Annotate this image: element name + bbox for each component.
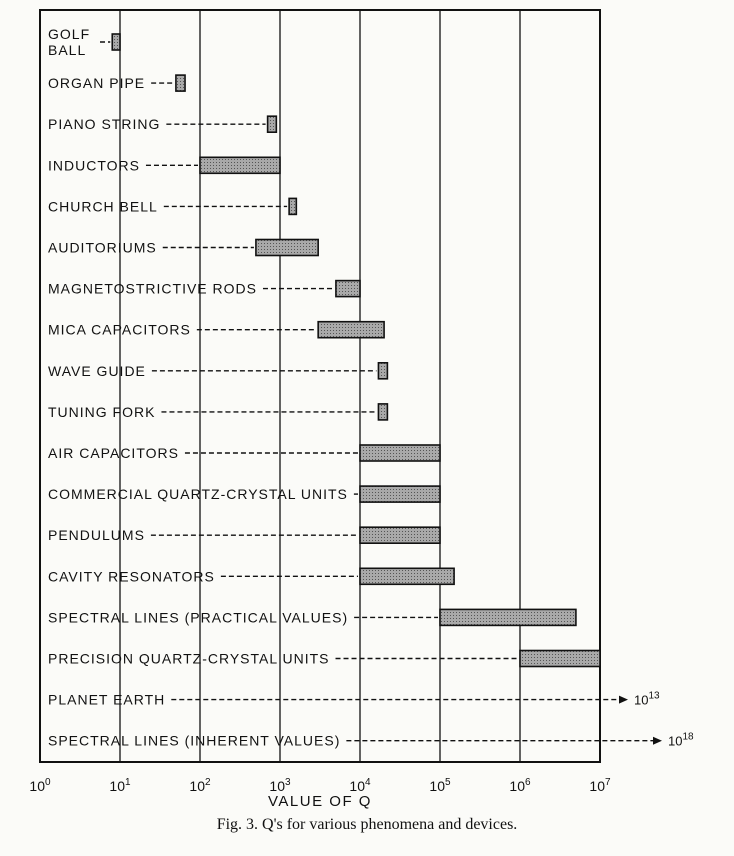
chart-row — [48, 651, 600, 667]
x-tick-label: $10^4$ — [349, 777, 371, 794]
chart-row — [48, 157, 280, 173]
range-bar — [520, 651, 600, 667]
range-bar — [360, 445, 440, 461]
chart-row — [48, 75, 185, 91]
chart-row — [48, 281, 360, 297]
chart-row — [48, 116, 276, 132]
range-bar — [336, 281, 360, 297]
range-bar — [378, 363, 387, 379]
x-tick-label: $10^0$ — [29, 777, 51, 794]
category-label: WAVE GUIDE — [48, 362, 146, 379]
x-tick-label: $10^7$ — [589, 777, 611, 794]
chart-row — [48, 691, 660, 708]
category-label: PRECISION QUARTZ-CRYSTAL UNITS — [48, 650, 330, 667]
arrow-head — [619, 696, 628, 704]
chart-row — [48, 404, 387, 420]
category-label: COMMERCIAL QUARTZ-CRYSTAL UNITS — [48, 486, 348, 503]
chart-row — [48, 445, 440, 461]
chart-row — [48, 609, 576, 625]
chart-row — [48, 26, 120, 58]
x-tick-label: $10^1$ — [109, 777, 131, 794]
off-scale-value: $10^{18}$ — [668, 731, 694, 749]
figure-caption: Fig. 3. Q's for various phenomena and devices. — [216, 816, 518, 833]
category-label: CAVITY RESONATORS — [48, 568, 215, 585]
chart-row — [48, 527, 440, 543]
x-tick-label: $10^3$ — [269, 777, 291, 794]
category-label: INDUCTORS — [48, 157, 140, 174]
range-bar — [268, 116, 277, 132]
range-bar — [318, 322, 384, 338]
x-axis-label: VALUE OF Q — [268, 793, 372, 810]
category-label: BALL — [48, 42, 87, 58]
range-bar — [360, 527, 440, 543]
range-bar — [360, 486, 440, 502]
category-label: SPECTRAL LINES (PRACTICAL VALUES) — [48, 609, 349, 626]
chart-row — [48, 732, 694, 749]
category-label: TUNING FORK — [48, 403, 156, 420]
chart-row — [48, 363, 387, 379]
category-label: MAGNETOSTRICTIVE RODS — [48, 280, 257, 297]
range-bar — [256, 240, 318, 256]
category-label: CHURCH BELL — [48, 198, 158, 215]
x-tick-labels — [29, 777, 611, 794]
category-label: AUDITORIUMS — [48, 239, 157, 256]
chart-row — [48, 322, 384, 338]
category-label: MICA CAPACITORS — [48, 321, 191, 338]
off-scale-value: $10^{13}$ — [634, 690, 660, 708]
range-bar — [440, 609, 576, 625]
category-label: PENDULUMS — [48, 527, 145, 544]
range-bar — [112, 34, 120, 50]
arrow-head — [653, 737, 662, 745]
range-bar — [378, 404, 387, 420]
chart-row — [48, 198, 296, 214]
category-label: PLANET EARTH — [48, 691, 166, 708]
x-tick-label: $10^2$ — [189, 777, 211, 794]
chart-row — [48, 240, 318, 256]
range-bar — [176, 75, 185, 91]
x-tick-label: $10^5$ — [429, 777, 451, 794]
category-label: AIR CAPACITORS — [48, 445, 179, 461]
chart-row — [48, 486, 440, 502]
chart-rows — [48, 26, 694, 749]
range-bar — [289, 198, 296, 214]
range-bar — [360, 568, 454, 584]
x-tick-label: $10^6$ — [509, 777, 531, 794]
chart-row — [48, 568, 454, 584]
category-label: SPECTRAL LINES (INHERENT VALUES) — [48, 732, 341, 749]
range-bar — [200, 157, 280, 173]
category-label: GOLF — [48, 26, 91, 42]
category-label: PIANO STRING — [48, 116, 161, 133]
gridlines — [120, 10, 520, 762]
category-label: ORGAN PIPE — [48, 75, 146, 92]
